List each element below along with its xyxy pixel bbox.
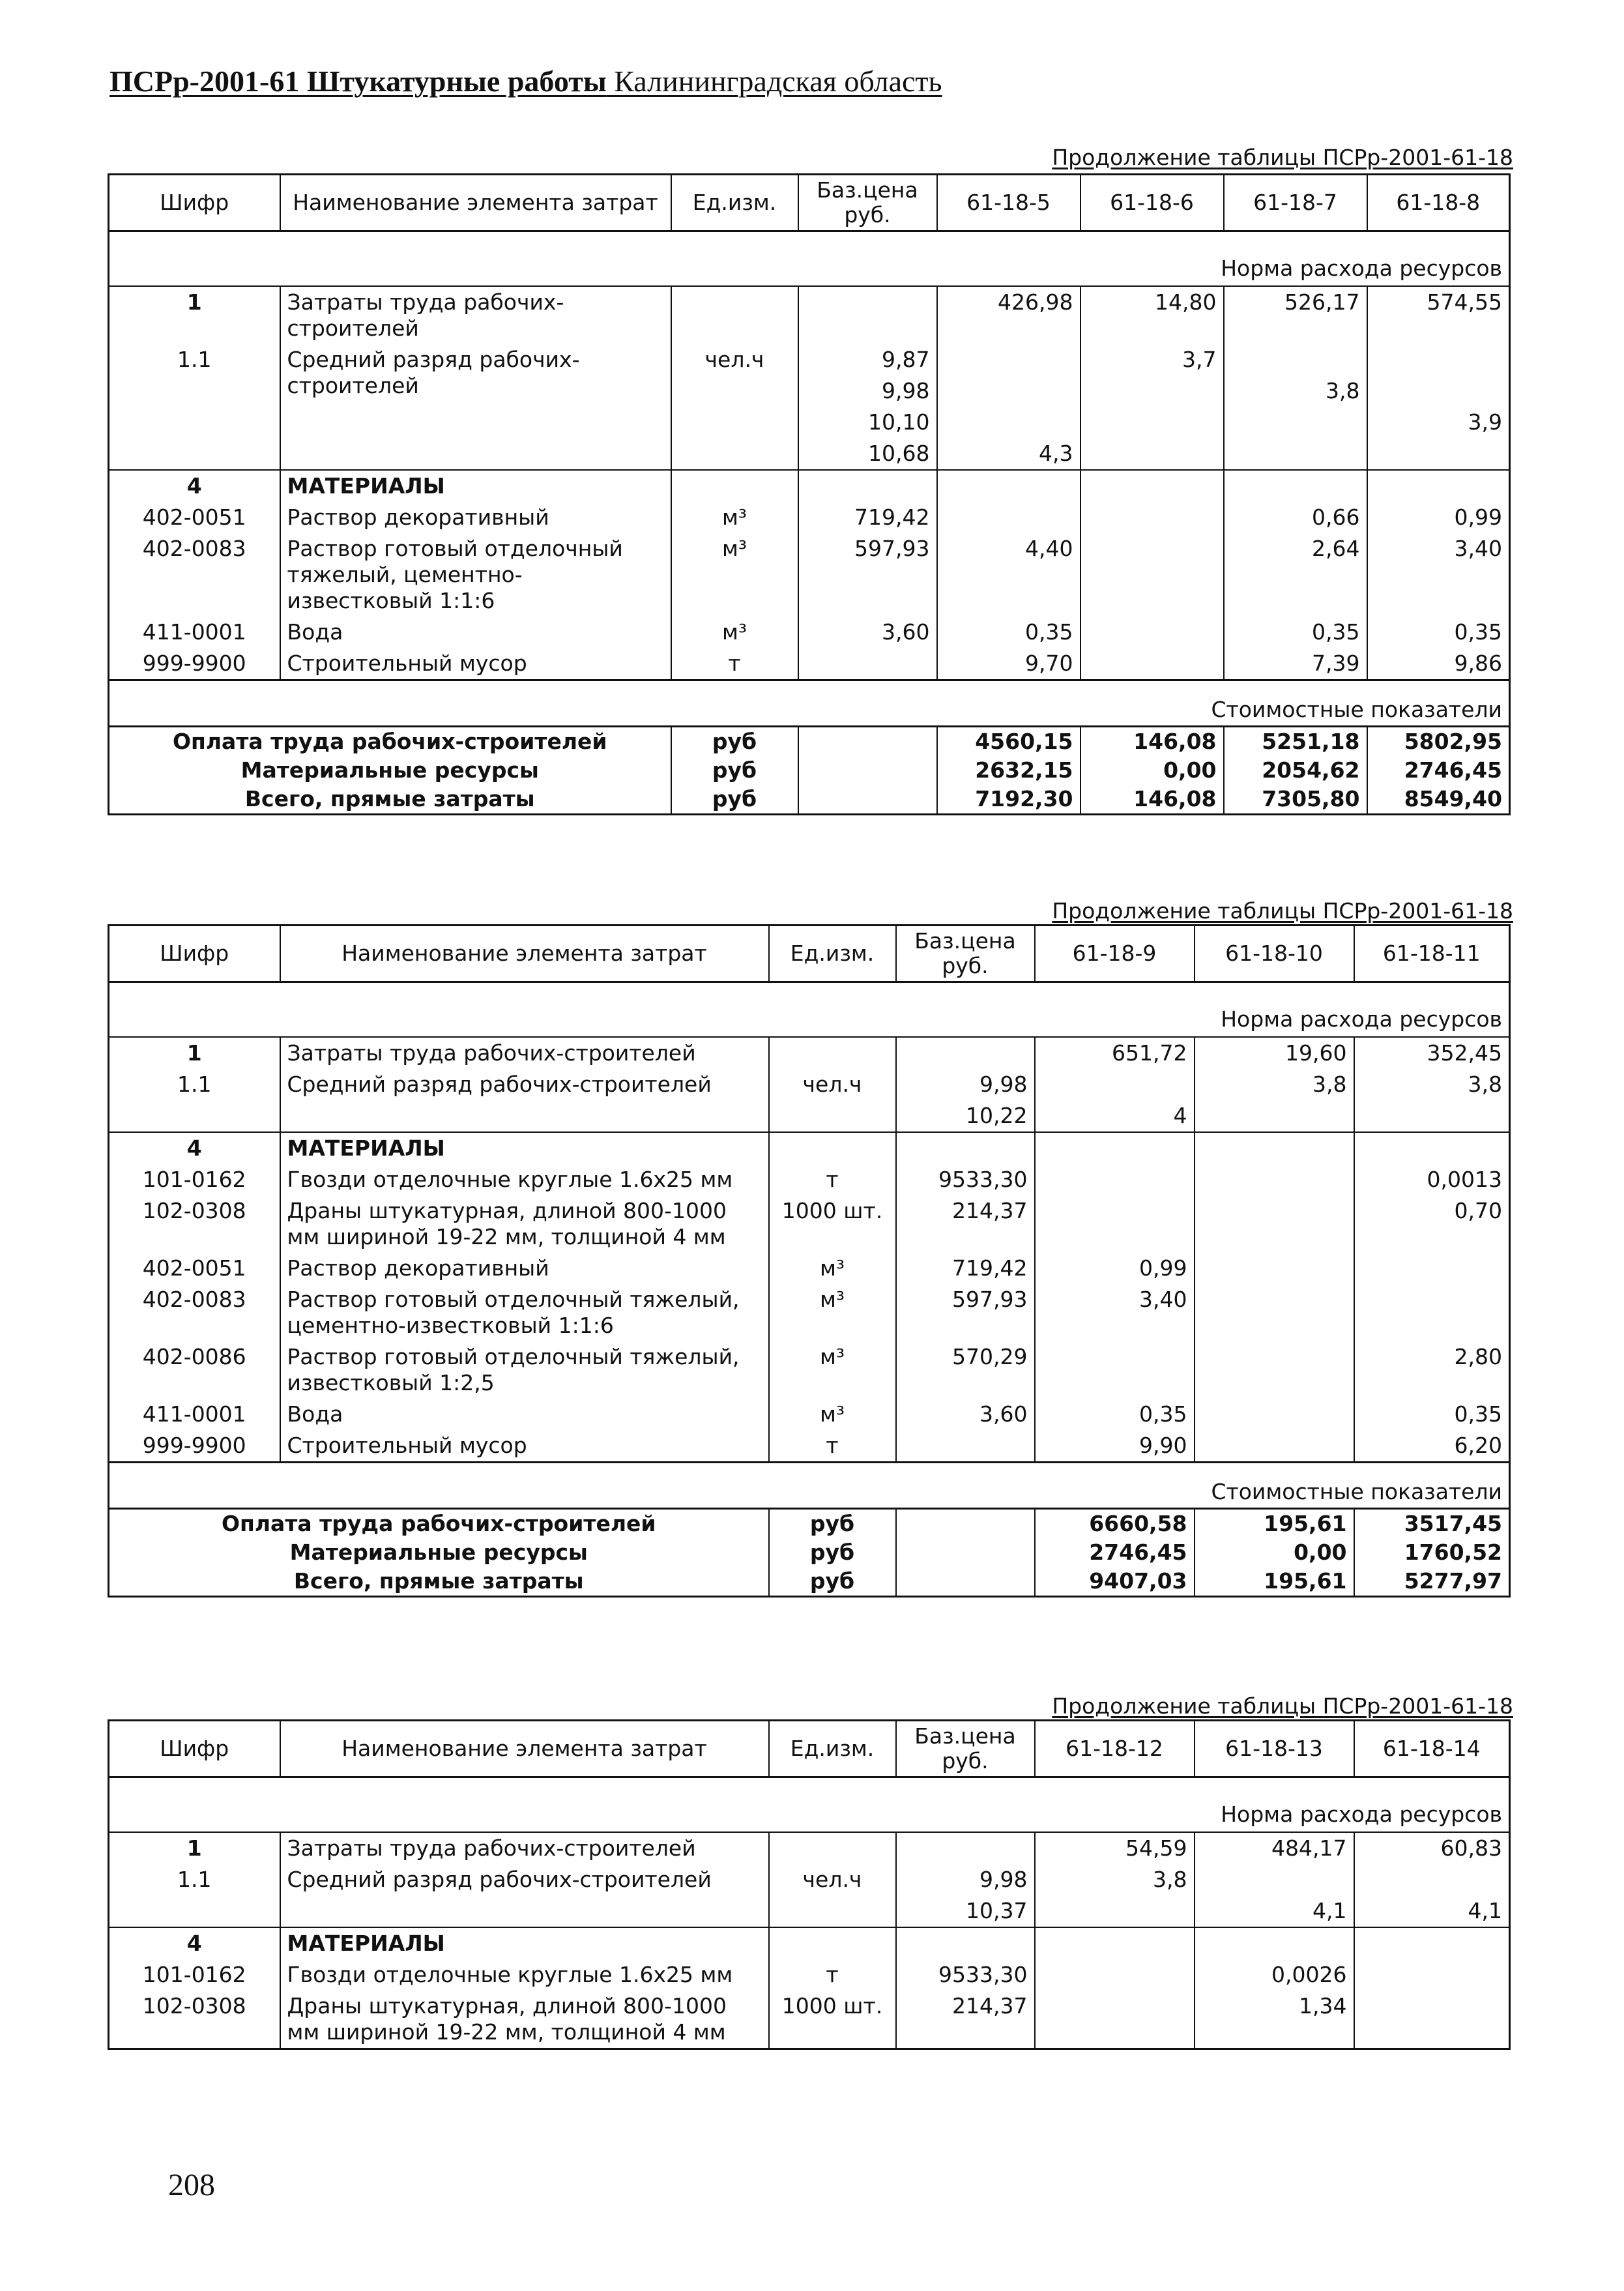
row-empty [798, 470, 937, 502]
cost-value: 0,00 [1195, 1538, 1354, 1567]
row-empty [896, 1132, 1035, 1164]
row-value: 651,72 [1035, 1037, 1195, 1069]
row-value [1080, 502, 1224, 533]
row-value: 54,59 [1035, 1832, 1195, 1864]
norm-section-label: Норма расхода ресурсов [109, 982, 1510, 1038]
row-value [937, 375, 1080, 407]
row-name: Раствор готовый отделочный тяжелый, цементно-известковый 1:1:6 [280, 1284, 769, 1341]
row-code: 1.1 [109, 1069, 280, 1132]
row-name: Раствор декоративный [280, 1253, 769, 1284]
row-value [1354, 1253, 1510, 1284]
row-empty [1195, 1132, 1354, 1164]
cost-unit: руб [769, 1567, 896, 1597]
row-code: 411-0001 [109, 1399, 280, 1430]
row-name: Гвозди отделочные круглые 1.6х25 мм [280, 1959, 769, 1991]
row-unit: м³ [769, 1253, 896, 1284]
cost-row [109, 1509, 1510, 1539]
material-row [109, 1991, 1510, 2049]
section-header-row [109, 982, 1510, 1038]
row-code: 402-0051 [109, 502, 280, 533]
material-row [109, 533, 1510, 617]
row-value [1195, 1195, 1354, 1253]
cost-value: 2054,62 [1224, 756, 1367, 785]
row-unit: чел.ч [671, 344, 798, 470]
row-empty [1035, 1132, 1195, 1164]
row-value: 0,0026 [1195, 1959, 1354, 1991]
row-value [1035, 1069, 1195, 1100]
materials-header-row [109, 1927, 1510, 1959]
row-price: 9,87 [798, 344, 937, 375]
row-value: 19,60 [1195, 1037, 1354, 1069]
row-price: 9,98 [896, 1864, 1035, 1895]
row-value: 0,35 [1367, 617, 1510, 648]
row-value [1195, 1399, 1354, 1430]
row-code: 101-0162 [109, 1164, 280, 1195]
row-value [1195, 1253, 1354, 1284]
row-value: 4,40 [937, 533, 1080, 617]
header-region: Калининградская область [606, 65, 942, 98]
row-value: 3,8 [1354, 1069, 1510, 1100]
section-header-row [109, 231, 1510, 287]
row-code: 4 [109, 1132, 280, 1164]
grade-row [109, 344, 1510, 375]
row-name: Драны штукатурная, длиной 800-1000 мм шириной 19-22 мм, толщиной 4 мм [280, 1195, 769, 1253]
row-value [1354, 1991, 1510, 2049]
row-price: 10,68 [798, 438, 937, 470]
cost-value: 7305,80 [1224, 785, 1367, 815]
row-unit: м³ [671, 502, 798, 533]
section-header-row [109, 680, 1510, 727]
row-value [1354, 1100, 1510, 1132]
row-value [1080, 438, 1224, 470]
row-code: 101-0162 [109, 1959, 280, 1991]
row-value: 0,35 [1035, 1399, 1195, 1430]
row-value: 3,8 [1224, 375, 1367, 407]
row-empty [1354, 1132, 1510, 1164]
row-value [1035, 1341, 1195, 1399]
cost-value: 1760,52 [1354, 1538, 1510, 1567]
row-unit: м³ [769, 1341, 896, 1399]
row-price: 597,93 [896, 1284, 1035, 1341]
row-value [1080, 648, 1224, 680]
row-value [1354, 1864, 1510, 1895]
row-price [896, 1037, 1035, 1069]
row-code: 999-9900 [109, 648, 280, 680]
row-value: 4 [1035, 1100, 1195, 1132]
row-value [1367, 375, 1510, 407]
cost-price [896, 1509, 1035, 1539]
row-unit [671, 286, 798, 344]
row-code: 102-0308 [109, 1991, 280, 2049]
row-unit: т [671, 648, 798, 680]
cost-section-label: Стоимостные показатели [109, 1463, 1510, 1509]
row-code: 402-0083 [109, 533, 280, 617]
cost-value: 5277,97 [1354, 1567, 1510, 1597]
material-row [109, 1195, 1510, 1253]
cost-row [109, 756, 1510, 785]
grade-row [109, 1864, 1510, 1895]
cost-value: 3517,45 [1354, 1509, 1510, 1539]
row-code: 102-0308 [109, 1195, 280, 1253]
header-title: ПСРр-2001-61 Штукатурные работы [109, 65, 607, 98]
row-name: Строительный мусор [280, 1430, 769, 1463]
row-unit: т [769, 1430, 896, 1463]
cost-unit: руб [671, 785, 798, 815]
table-header-row [109, 175, 1510, 231]
row-value [1354, 1284, 1510, 1341]
row-value [1195, 1284, 1354, 1341]
col-header-code-61-18-5: 61-18-5 [937, 175, 1080, 231]
row-value: 2,80 [1354, 1341, 1510, 1399]
cost-value: 6660,58 [1035, 1509, 1195, 1539]
row-price [798, 648, 937, 680]
row-value: 3,9 [1367, 407, 1510, 438]
section-header-row [109, 1777, 1510, 1833]
row-value: 3,8 [1035, 1864, 1195, 1895]
cost-row [109, 727, 1510, 757]
row-name: Строительный мусор [280, 648, 671, 680]
row-value [1195, 1864, 1354, 1895]
row-code: 4 [109, 1927, 280, 1959]
material-row [109, 1430, 1510, 1463]
row-unit: м³ [769, 1399, 896, 1430]
materials-label: МАТЕРИАЛЫ [280, 1132, 769, 1164]
row-name: Гвозди отделочные круглые 1.6х25 мм [280, 1164, 769, 1195]
cost-value: 2746,45 [1035, 1538, 1195, 1567]
row-value [1195, 1164, 1354, 1195]
row-name: Средний разряд рабочих-строителей [280, 1864, 769, 1927]
labor-row [109, 1832, 1510, 1864]
row-name: Средний разряд рабочих-строителей [280, 1069, 769, 1132]
row-price: 3,60 [896, 1399, 1035, 1430]
norm-section-label: Норма расхода ресурсов [109, 231, 1510, 287]
row-value [1195, 1341, 1354, 1399]
cost-row [109, 1567, 1510, 1597]
continuation-label: Продолжение таблицы ПСРр-2001-61-18 [1052, 898, 1513, 924]
material-row [109, 1399, 1510, 1430]
row-value: 7,39 [1224, 648, 1367, 680]
row-name: Вода [280, 1399, 769, 1430]
row-value [1080, 533, 1224, 617]
row-name: Раствор готовый отделочный тяжелый, известковый 1:2,5 [280, 1341, 769, 1399]
cost-unit: руб [769, 1509, 896, 1539]
row-price: 214,37 [896, 1991, 1035, 2049]
cost-value: 9407,03 [1035, 1567, 1195, 1597]
row-unit: чел.ч [769, 1864, 896, 1927]
cost-value: 2632,15 [937, 756, 1080, 785]
row-value: 0,66 [1224, 502, 1367, 533]
row-unit: чел.ч [769, 1069, 896, 1132]
cost-name: Материальные ресурсы [109, 756, 671, 785]
cost-row [109, 1538, 1510, 1567]
row-value: 0,35 [937, 617, 1080, 648]
cost-value: 7192,30 [937, 785, 1080, 815]
col-header-price: Баз.цена руб. [896, 926, 1035, 982]
row-value [937, 502, 1080, 533]
row-code: 1.1 [109, 344, 280, 470]
row-code: 4 [109, 470, 280, 502]
row-value [1224, 438, 1367, 470]
row-name: Драны штукатурная, длиной 800-1000 мм шириной 19-22 мм, толщиной 4 мм [280, 1991, 769, 2049]
resource-table-3 [108, 1719, 1511, 2050]
row-value [1367, 438, 1510, 470]
row-name: Раствор готовый отделочный тяжелый, цементно-известковый 1:1:6 [280, 533, 671, 617]
row-empty [769, 1927, 896, 1959]
resource-table-2 [108, 924, 1511, 1598]
row-value: 426,98 [937, 286, 1080, 344]
cost-value: 195,61 [1195, 1567, 1354, 1597]
col-header-name: Наименование элемента затрат [280, 926, 769, 982]
row-value [937, 344, 1080, 375]
row-value [1354, 1959, 1510, 1991]
col-header-price: Баз.цена руб. [798, 175, 937, 231]
row-value [1080, 617, 1224, 648]
cost-unit: руб [671, 756, 798, 785]
row-value: 0,35 [1224, 617, 1367, 648]
row-unit: м³ [671, 617, 798, 648]
row-unit: т [769, 1164, 896, 1195]
row-value [1080, 375, 1224, 407]
row-empty [937, 470, 1080, 502]
col-header-name: Наименование элемента затрат [280, 1721, 769, 1777]
cost-name: Всего, прямые затраты [109, 1567, 769, 1597]
col-header-code-61-18-12: 61-18-12 [1035, 1721, 1195, 1777]
row-empty [769, 1132, 896, 1164]
row-value: 9,70 [937, 648, 1080, 680]
row-price: 214,37 [896, 1195, 1035, 1253]
row-unit: т [769, 1959, 896, 1991]
material-row [109, 1341, 1510, 1399]
row-value [1080, 407, 1224, 438]
cost-unit: руб [769, 1538, 896, 1567]
continuation-label: Продолжение таблицы ПСРр-2001-61-18 [1052, 1693, 1513, 1719]
row-value: 3,40 [1035, 1284, 1195, 1341]
row-empty [1224, 470, 1367, 502]
col-header-price: Баз.цена руб. [896, 1721, 1035, 1777]
materials-label: МАТЕРИАЛЫ [280, 470, 671, 502]
row-price: 9533,30 [896, 1164, 1035, 1195]
norm-section-label: Норма расхода ресурсов [109, 1777, 1510, 1833]
col-header-code: Шифр [109, 1721, 280, 1777]
col-header-code: Шифр [109, 926, 280, 982]
row-empty [1354, 1927, 1510, 1959]
cost-value: 5251,18 [1224, 727, 1367, 757]
material-row [109, 1284, 1510, 1341]
row-value: 60,83 [1354, 1832, 1510, 1864]
col-header-unit: Ед.изм. [769, 926, 896, 982]
row-empty [671, 470, 798, 502]
row-value [1224, 344, 1367, 375]
row-value: 9,86 [1367, 648, 1510, 680]
row-value: 4,3 [937, 438, 1080, 470]
row-value: 6,20 [1354, 1430, 1510, 1463]
row-unit [769, 1832, 896, 1864]
row-name: Затраты труда рабочих-строителей [280, 1037, 769, 1069]
row-price: 3,60 [798, 617, 937, 648]
resource-table-1 [108, 173, 1511, 815]
row-price: 9533,30 [896, 1959, 1035, 1991]
cost-name: Всего, прямые затраты [109, 785, 671, 815]
cost-value: 4560,15 [937, 727, 1080, 757]
row-name: Затраты труда рабочих-строителей [280, 286, 671, 344]
row-code: 1 [109, 1037, 280, 1069]
row-value: 3,40 [1367, 533, 1510, 617]
table-header-row [109, 926, 1510, 982]
material-row [109, 1959, 1510, 1991]
materials-header-row [109, 470, 1510, 502]
cost-price [798, 785, 937, 815]
row-empty [1035, 1927, 1195, 1959]
row-code: 1.1 [109, 1864, 280, 1927]
row-name: Затраты труда рабочих-строителей [280, 1832, 769, 1864]
row-price: 570,29 [896, 1341, 1035, 1399]
row-value: 14,80 [1080, 286, 1224, 344]
row-unit: м³ [671, 533, 798, 617]
row-name: Вода [280, 617, 671, 648]
row-value: 3,7 [1080, 344, 1224, 375]
cost-row [109, 785, 1510, 815]
row-price [896, 1430, 1035, 1463]
row-code: 402-0083 [109, 1284, 280, 1341]
col-header-code-61-18-7: 61-18-7 [1224, 175, 1367, 231]
cost-name: Материальные ресурсы [109, 1538, 769, 1567]
cost-unit: руб [671, 727, 798, 757]
row-value [1035, 1991, 1195, 2049]
col-header-unit: Ед.изм. [769, 1721, 896, 1777]
row-value [1035, 1164, 1195, 1195]
row-value [1367, 344, 1510, 375]
labor-row [109, 1037, 1510, 1069]
cost-value: 8549,40 [1367, 785, 1510, 815]
row-value [1035, 1959, 1195, 1991]
row-price: 10,37 [896, 1895, 1035, 1927]
row-code: 411-0001 [109, 617, 280, 648]
material-row [109, 648, 1510, 680]
cost-price [798, 756, 937, 785]
row-code: 402-0086 [109, 1341, 280, 1399]
labor-row [109, 286, 1510, 344]
continuation-label: Продолжение таблицы ПСРр-2001-61-18 [1052, 145, 1513, 170]
material-row [109, 617, 1510, 648]
row-empty [1195, 1927, 1354, 1959]
cost-value: 146,08 [1080, 785, 1224, 815]
row-value: 0,35 [1354, 1399, 1510, 1430]
row-value: 484,17 [1195, 1832, 1354, 1864]
page-number: 208 [168, 2168, 215, 2202]
cost-section-label: Стоимостные показатели [109, 680, 1510, 727]
col-header-unit: Ед.изм. [671, 175, 798, 231]
row-code: 1 [109, 1832, 280, 1864]
row-unit [769, 1037, 896, 1069]
cost-price [798, 727, 937, 757]
row-unit: м³ [769, 1284, 896, 1341]
row-value: 352,45 [1354, 1037, 1510, 1069]
col-header-code-61-18-9: 61-18-9 [1035, 926, 1195, 982]
col-header-code-61-18-10: 61-18-10 [1195, 926, 1354, 982]
row-value: 1,34 [1195, 1991, 1354, 2049]
cost-price [896, 1538, 1035, 1567]
col-header-code-61-18-13: 61-18-13 [1195, 1721, 1354, 1777]
row-value: 0,0013 [1354, 1164, 1510, 1195]
row-price [896, 1832, 1035, 1864]
materials-header-row [109, 1132, 1510, 1164]
row-value: 3,8 [1195, 1069, 1354, 1100]
row-value [1195, 1430, 1354, 1463]
cost-name: Оплата труда рабочих-строителей [109, 1509, 769, 1539]
row-empty [1367, 470, 1510, 502]
row-unit: 1000 шт. [769, 1195, 896, 1253]
materials-label: МАТЕРИАЛЫ [280, 1927, 769, 1959]
row-unit: 1000 шт. [769, 1991, 896, 2049]
row-name: Средний разряд рабочих-строителей [280, 344, 671, 470]
cost-value: 146,08 [1080, 727, 1224, 757]
cost-value: 195,61 [1195, 1509, 1354, 1539]
section-header-row [109, 1463, 1510, 1509]
row-price: 10,22 [896, 1100, 1035, 1132]
row-code: 1 [109, 286, 280, 344]
grade-row [109, 1069, 1510, 1100]
row-name: Раствор декоративный [280, 502, 671, 533]
row-value: 2,64 [1224, 533, 1367, 617]
row-empty [896, 1927, 1035, 1959]
cost-name: Оплата труда рабочих-строителей [109, 727, 671, 757]
cost-price [896, 1567, 1035, 1597]
row-value: 0,99 [1035, 1253, 1195, 1284]
cost-value: 5802,95 [1367, 727, 1510, 757]
row-empty [1080, 470, 1224, 502]
row-value: 0,99 [1367, 502, 1510, 533]
row-code: 999-9900 [109, 1430, 280, 1463]
col-header-code: Шифр [109, 175, 280, 231]
material-row [109, 1164, 1510, 1195]
row-value [1035, 1195, 1195, 1253]
table-header-row [109, 1721, 1510, 1777]
row-value: 4,1 [1354, 1895, 1510, 1927]
row-value [937, 407, 1080, 438]
col-header-name: Наименование элемента затрат [280, 175, 671, 231]
row-price: 9,98 [798, 375, 937, 407]
row-value: 9,90 [1035, 1430, 1195, 1463]
row-value: 574,55 [1367, 286, 1510, 344]
col-header-code-61-18-11: 61-18-11 [1354, 926, 1510, 982]
col-header-code-61-18-6: 61-18-6 [1080, 175, 1224, 231]
row-price: 10,10 [798, 407, 937, 438]
cost-value: 0,00 [1080, 756, 1224, 785]
row-value: 0,70 [1354, 1195, 1510, 1253]
row-price: 719,42 [896, 1253, 1035, 1284]
row-price: 597,93 [798, 533, 937, 617]
row-value [1224, 407, 1367, 438]
material-row [109, 1253, 1510, 1284]
material-row [109, 502, 1510, 533]
row-code: 402-0051 [109, 1253, 280, 1284]
col-header-code-61-18-14: 61-18-14 [1354, 1721, 1510, 1777]
row-value: 4,1 [1195, 1895, 1354, 1927]
row-price: 719,42 [798, 502, 937, 533]
row-value [1035, 1895, 1195, 1927]
row-price: 9,98 [896, 1069, 1035, 1100]
row-price [798, 286, 937, 344]
cost-value: 2746,45 [1367, 756, 1510, 785]
page-header [109, 64, 942, 98]
col-header-code-61-18-8: 61-18-8 [1367, 175, 1510, 231]
row-value [1195, 1100, 1354, 1132]
row-value: 526,17 [1224, 286, 1367, 344]
